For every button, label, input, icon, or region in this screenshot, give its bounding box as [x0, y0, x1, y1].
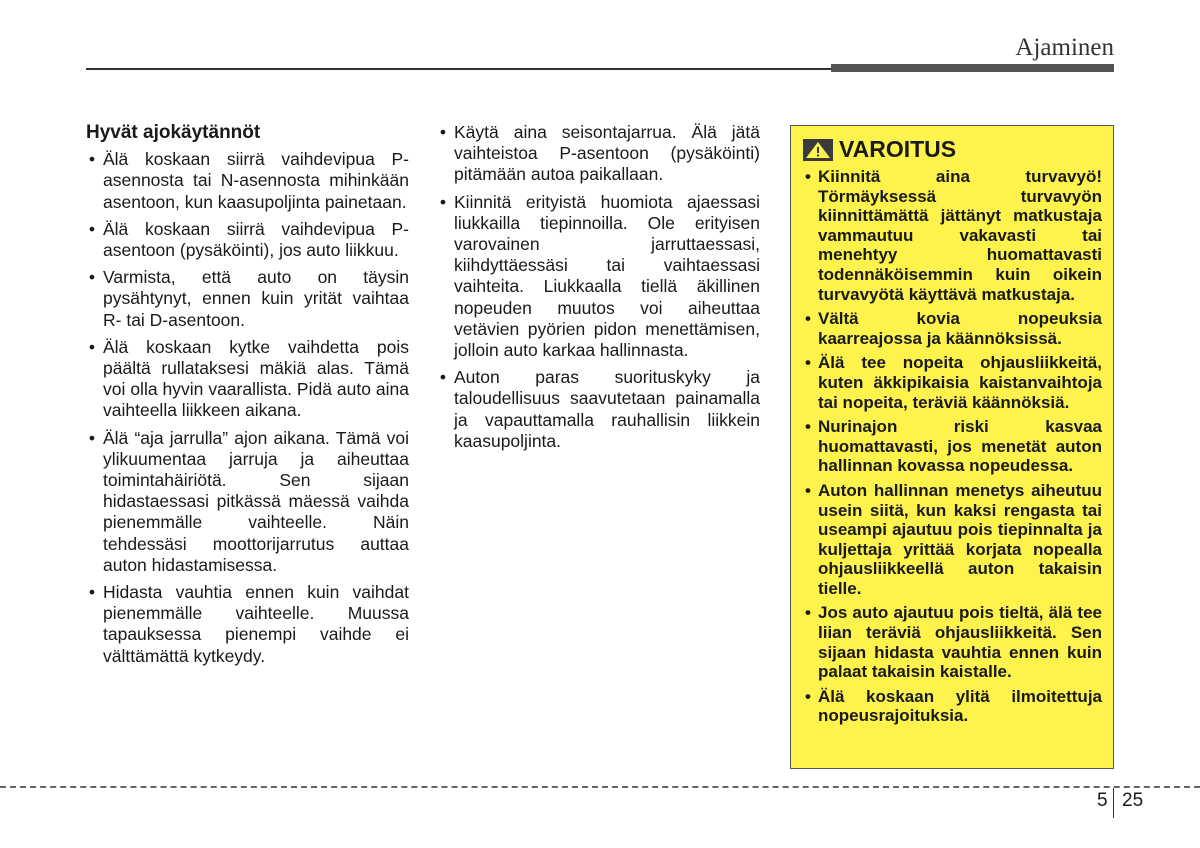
list-item: • Älä “aja jarrulla” ajon aikana. Tämä voi ylikuumentaa jarruja ja aiheuttaa toimintahäiriötä. Sen sijaan hidastaessasi pitkässä mäessä vaihda pienemmälle vaihteelle. Näin tehdessäsi moottorijarrutus auttaa auton hidastamisessa.	[88, 427, 409, 575]
section-title: Ajaminen	[1015, 34, 1114, 61]
page-number-separator	[1113, 788, 1114, 818]
warning-item: • Älä koskaan ylitä ilmoitettuja nopeusrajoituksia.	[805, 686, 1102, 726]
list-item: • Kiinnitä erityistä huomiota ajaessasi liukkailla tiepinnoilla. Ole erityisen varovainen jarruttaessasi, kiihdyttäessäsi tai vaihtaessasi vaihteita. Liukkaalla tiellä äkillinen nopeuden muutos voi aiheuttaa vetävien pyörien pidon menettämisen, jolloin auto karkaa hallinnasta.	[439, 191, 760, 361]
left-column	[86, 122, 409, 673]
list-item: • Käytä aina seisontajarrua. Älä jätä vaihteistoa P-asentoon (pysäköinti) pitämään autoa paikallaan.	[439, 122, 760, 185]
list-item: • Älä koskaan siirrä vaihdevipua P-asentoon (pysäköinti), jos auto liikkuu.	[88, 218, 409, 261]
warning-item: • Jos auto ajautuu pois tieltä, älä tee liian teräviä ohjausliikkeitä. Sen sijaan hidasta vauhtia ennen kuin palaat takaisin kaistalle.	[805, 603, 1102, 682]
header-rule-accent	[831, 64, 1114, 72]
middle-column	[437, 122, 760, 458]
warning-header	[803, 136, 1102, 163]
chapter-number: 5	[1097, 790, 1108, 811]
warning-box	[790, 125, 1114, 769]
warning-item: • Auton hallinnan menetys aiheutuu usein siitä, kun kaksi rengasta tai useampi ajautuu pois tiepinnalta ja kuljettaja yrittää korjata nopealla ohjausliikkeellä auton takaisin tielle.	[805, 480, 1102, 598]
driving-tips-list-continued	[437, 122, 760, 452]
page-number: 25	[1122, 790, 1144, 811]
list-item: • Älä koskaan kytke vaihdetta pois päältä rullataksesi mäkiä alas. Tämä voi olla hyvin vaarallista. Pidä auto aina vaihteella liikkeen aikana.	[88, 336, 409, 421]
list-item: • Varmista, että auto on täysin pysähtynyt, ennen kuin yrität vaihtaa R- tai D-asentoon.	[88, 267, 409, 330]
list-item: • Auton paras suorituskyky ja taloudellisuus saavutetaan painamalla ja vapauttamalla rauhallisin liikkein kaasupoljinta.	[439, 367, 760, 451]
warning-item: • Nurinajon riski kasvaa huomattavasti, jos menetät auton hallinnan kovassa nopeudessa.	[805, 417, 1102, 476]
footer-divider	[0, 786, 1200, 788]
warning-item: • Vältä kovia nopeuksia kaarreajossa ja käännöksissä.	[805, 309, 1102, 348]
warning-list	[803, 167, 1102, 726]
warning-triangle-icon	[803, 139, 833, 161]
driving-tips-list	[86, 149, 409, 667]
list-item: • Älä koskaan siirrä vaihdevipua P-asennosta tai N-asennosta mihinkään asentoon, kun kaasupoljinta painetaan.	[88, 149, 409, 212]
header-rule	[86, 68, 831, 70]
list-item: • Hidasta vauhtia ennen kuin vaihdat pienemmälle vaihteelle. Muussa tapauksessa pienempi vaihde ei välttämättä kytkeydy.	[88, 582, 409, 666]
warning-item: • Älä tee nopeita ohjausliikkeitä, kuten äkkipikaisia kaistanvaihtoja tai nopeita, teräviä käännöksiä.	[805, 353, 1102, 412]
warning-item: • Kiinnitä aina turvavyö! Törmäyksessä turvavyön kiinnittämättä jättänyt matkustaja vammautuu vakavasti tai menehtyy huomattavasti todennäköisemmin kuin oikein turvavyötä käyttävä matkustaja.	[805, 167, 1102, 304]
section-heading: Hyvät ajokäytännöt	[86, 122, 261, 143]
warning-title: VAROITUS	[839, 136, 957, 162]
